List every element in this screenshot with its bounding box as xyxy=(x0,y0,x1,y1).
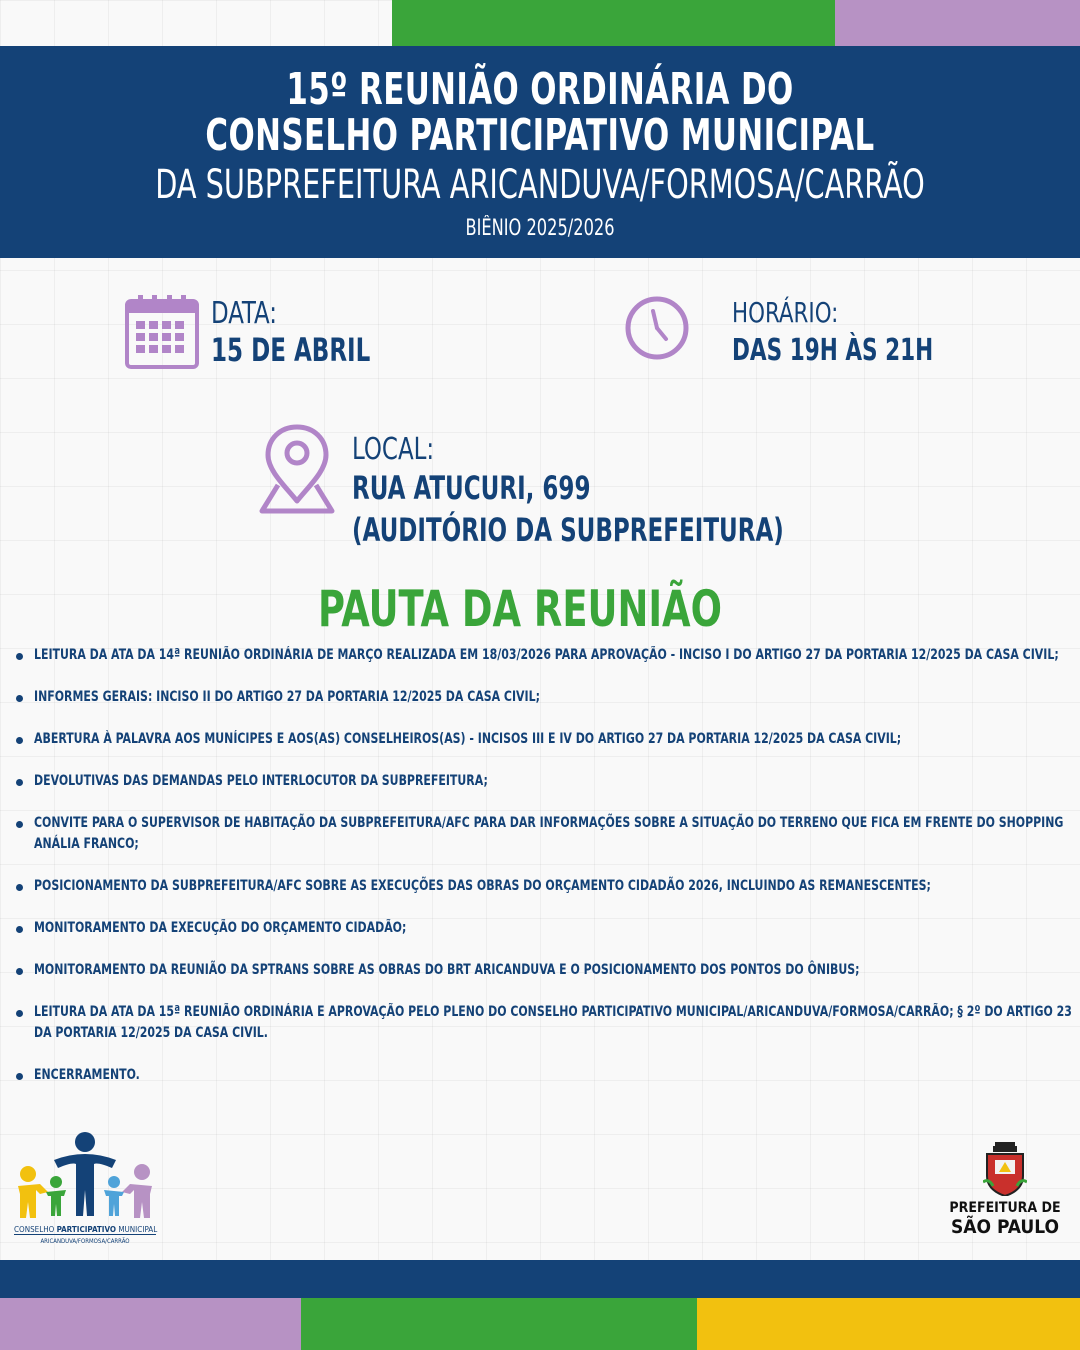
bullet-icon xyxy=(16,653,23,660)
bottom-color-strip xyxy=(0,1298,1080,1350)
people-family-icon xyxy=(14,1130,156,1222)
time-value: DAS 19H ÀS 21H xyxy=(732,333,934,368)
top-color-strip xyxy=(0,0,1080,46)
bottom-strip-yellow xyxy=(697,1298,1080,1350)
logo-left-subcaption: ARICANDUVA/FORMOSA/CARRÃO xyxy=(40,1238,130,1245)
bullet-icon xyxy=(16,926,23,933)
location-address: RUA ATUCURI, 699 xyxy=(352,469,591,507)
agenda-item: POSICIONAMENTO DA SUBPREFEITURA/AFC SOBRE AS EXECUÇÕES DAS OBRAS DO ORÇAMENTO CIDADÃO 2026, INCLUINDO AS REMANESCENTES; xyxy=(12,876,1078,897)
city-coat-of-arms-icon xyxy=(983,1142,1027,1196)
calendar-icon xyxy=(124,295,200,371)
bottom-navy-band xyxy=(0,1260,1080,1298)
prefeitura-label: PREFEITURA DE xyxy=(949,1200,1061,1216)
bullet-icon xyxy=(16,968,23,975)
location-label: LOCAL: xyxy=(352,432,435,467)
clock-icon xyxy=(624,295,690,361)
time-label: HORÁRIO: xyxy=(732,296,839,329)
bullet-icon xyxy=(16,884,23,891)
agenda-item: LEITURA DA ATA DA 14ª REUNIÃO ORDINÁRIA DE MARÇO REALIZADA EM 18/03/2026 PARA APROVAÇÃO - INCISO I DO ARTIGO 27 DA PORTARIA 12/2025 DA CASA CIVIL; xyxy=(12,645,1078,666)
bullet-icon xyxy=(16,821,23,828)
agenda-item: MONITORAMENTO DA REUNIÃO DA SPTRANS SOBRE AS OBRAS DO BRT ARICANDUVA E O POSICIONAMENTO DOS PONTOS DO ÔNIBUS; xyxy=(12,960,1078,981)
top-strip-lilac xyxy=(835,0,1080,46)
bottom-strip-lilac xyxy=(0,1298,301,1350)
logo-left-caption: CONSELHO PARTICIPATIVO MUNICIPAL xyxy=(14,1225,158,1234)
header-title-line1: 15º REUNIÃO ORDINÁRIA DO xyxy=(286,64,794,115)
bullet-icon xyxy=(16,1073,23,1080)
agenda-item: DEVOLUTIVAS DAS DEMANDAS PELO INTERLOCUTOR DA SUBPREFEITURA; xyxy=(12,771,1078,792)
date-block xyxy=(211,296,410,369)
header-banner xyxy=(0,46,1080,258)
header-subtitle: DA SUBPREFEITURA ARICANDUVA/FORMOSA/CARRÃO xyxy=(155,162,925,208)
header-title-line2: CONSELHO PARTICIPATIVO MUNICIPAL xyxy=(205,110,875,161)
agenda-list xyxy=(12,645,1078,1107)
conselho-participativo-logo xyxy=(14,1130,156,1250)
header-biennium: BIÊNIO 2025/2026 xyxy=(465,216,615,241)
date-value: 15 DE ABRIL xyxy=(211,331,371,369)
bullet-icon xyxy=(16,1010,23,1017)
bullet-icon xyxy=(16,779,23,786)
bullet-icon xyxy=(16,737,23,744)
date-label: DATA: xyxy=(211,296,277,331)
agenda-item: MONITORAMENTO DA EXECUÇÃO DO ORÇAMENTO CIDADÃO; xyxy=(12,918,1078,939)
agenda-item: ABERTURA À PALAVRA AOS MUNÍCIPES E AOS(AS) CONSELHEIROS(AS) - INCISOS III E IV DO ARTIGO 27 DA PORTARIA 12/2025 DA CASA CIVIL; xyxy=(12,729,1078,750)
prefeitura-sao-paulo-logo xyxy=(940,1142,1070,1242)
bottom-strip-green xyxy=(301,1298,697,1350)
agenda-item: LEITURA DA ATA DA 15ª REUNIÃO ORDINÁRIA E APROVAÇÃO PELO PLENO DO CONSELHO PARTICIPATIVO MUNICIPAL/ARICANDUVA/FORMOSA/CARRÃO; § 2º DO ARTIGO 23 DA PORTARIA 12/2025 DA CASA CIVIL. xyxy=(12,1002,1078,1044)
location-block xyxy=(352,432,892,549)
location-venue: (AUDITÓRIO DA SUBPREFEITURA) xyxy=(352,511,784,549)
agenda-item: ENCERRAMENTO. xyxy=(12,1065,1078,1086)
agenda-item: INFORMES GERAIS: INCISO II DO ARTIGO 27 DA PORTARIA 12/2025 DA CASA CIVIL; xyxy=(12,687,1078,708)
sao-paulo-label: SÃO PAULO xyxy=(950,1216,1060,1238)
map-pin-icon xyxy=(258,423,336,517)
agenda-item: CONVITE PARA O SUPERVISOR DE HABITAÇÃO DA SUBPREFEITURA/AFC PARA DAR INFORMAÇÕES SOBRE A SITUAÇÃO DO TERRENO QUE FICA EM FRENTE DO SHOPPING ANÁLIA FRANCO; xyxy=(12,813,1078,855)
agenda-title: PAUTA DA REUNIÃO xyxy=(318,580,722,638)
bullet-icon xyxy=(16,695,23,702)
time-block xyxy=(732,296,984,368)
top-strip-white xyxy=(0,0,392,46)
top-strip-green xyxy=(392,0,835,46)
